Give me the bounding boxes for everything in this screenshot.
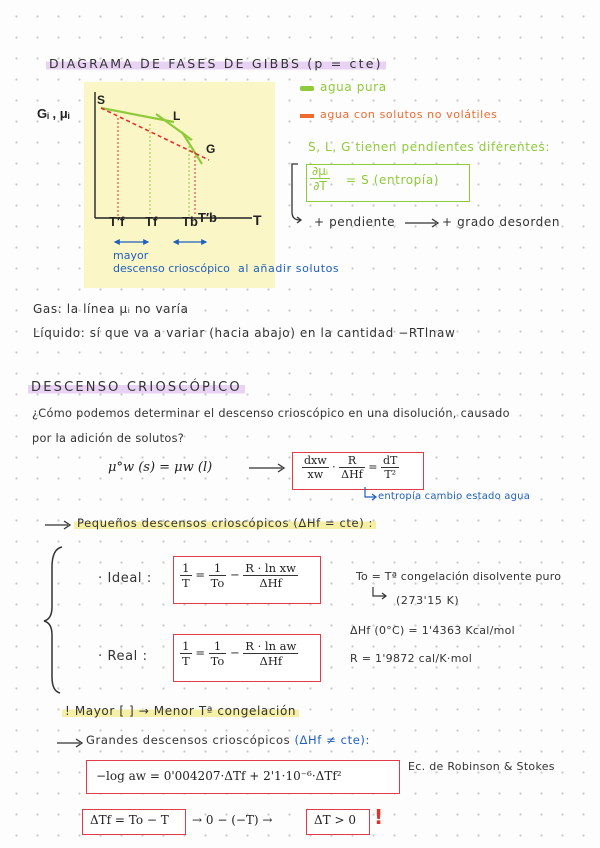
to-value: (273'15 K)	[396, 594, 460, 607]
tick-tb: Tb	[182, 214, 198, 229]
section-title-gibbs: DIAGRAMA DE FASES DE GIBBS (p = cte)	[46, 56, 386, 71]
note-gas: Gas: la línea μᵢ no varía	[33, 302, 189, 316]
exclamation-icon: !	[374, 805, 384, 829]
note-liquid: Líquido: sí que va a variar (hacia abajo) en la cantidad −RTlnaw	[33, 326, 456, 340]
delta-definition: ΔTf = To − T	[90, 813, 169, 827]
section-title-descenso: DESCENSO CRIOSCÓPICO	[28, 380, 245, 395]
arrow-icon	[44, 520, 74, 530]
robinson-label: Ec. de Robinson & Stokes	[408, 760, 555, 773]
range-arrows	[112, 236, 212, 248]
legend-water-solutes: agua con solutos no volátiles	[320, 108, 498, 121]
arrow-icon	[370, 586, 390, 602]
large-desc-heading: Grandes descensos crioscópicos (ΔHf ≠ cte):	[86, 733, 370, 747]
equation-real: $\frac{1}{T}$ = $\frac{1}{To}$ − $\frac{\text{R · ln aw}}{\text{ΔHf}}$	[182, 639, 297, 668]
caption-mayor: mayor	[113, 249, 149, 262]
dhf-value: ΔHf (0°C) = 1'4363 Kcal/mol	[350, 624, 516, 637]
equation-ideal: $\frac{1}{T}$ = $\frac{1}{To}$ − $\frac{\text{R · ln xw}}{\text{ΔHf}}$	[182, 561, 296, 590]
liquid-curve-solutes	[101, 108, 209, 160]
disorder-relation: + grado desorden	[442, 215, 561, 229]
brace-icon	[40, 545, 70, 695]
arrow-icon	[56, 738, 86, 748]
delta-calculation: → 0 − (−T) →	[192, 813, 273, 827]
arrow-icon	[404, 218, 440, 228]
legend-bracket	[286, 162, 306, 226]
arrow-icon	[362, 486, 378, 502]
mu-equation: μ°w (s) = μw (l)	[108, 460, 213, 475]
ideal-label: · Ideal :	[98, 571, 152, 586]
question-line1: ¿Cómo podemos determinar el descenso crioscópico en una disolución, causado	[32, 407, 510, 420]
entropy-note: entropía cambio estado agua	[378, 491, 531, 502]
x-axis-label: T	[253, 212, 262, 228]
warning-line: ! Mayor [ ] → Menor Tª congelación	[62, 704, 299, 718]
curve-label-l: L	[173, 109, 181, 123]
equation-robinson: −log aw = 0'004207·ΔTf + 2'1·10⁻⁶·ΔTf²	[96, 769, 342, 783]
legend-slopes-note: S, L, G tienen pendientes diferentes:	[308, 140, 551, 154]
y-axis-label: Gᵢ , μᵢ	[37, 106, 70, 121]
r-value: R = 1'9872 cal/K·mol	[350, 652, 473, 665]
legend-swatch-green	[300, 86, 314, 91]
slope-relation: + pendiente	[314, 215, 396, 229]
gibbs-diagram	[84, 82, 275, 232]
equation-clausius: $\frac{\text{dxw}}{xw}$ · $\frac{R}{\text{ΔHf}}$ = $\frac{dT}{\text{T²}}$	[304, 454, 398, 481]
tick-tf: Tf	[145, 214, 158, 229]
question-line2: por la adición de solutos?	[32, 432, 185, 445]
tick-tf-prime: T′f	[109, 214, 125, 229]
legend-swatch-orange	[300, 114, 314, 118]
arrow-icon	[248, 463, 288, 473]
caption-solutes: al añadir solutos	[238, 262, 340, 275]
delta-result: ΔT > 0	[314, 813, 356, 827]
entropy-derivative: $\frac{\text{∂μᵢ}}{\partial T}$	[312, 164, 328, 193]
entropy-equation: = S (entropía)	[346, 173, 440, 187]
real-label: · Real :	[98, 649, 148, 664]
to-definition: To = Tª congelación disolvente puro	[356, 570, 562, 583]
caption-descenso: descenso crioscópico	[113, 262, 230, 275]
small-desc-heading: Pequeños descensos crioscópicos (ΔHf = cte) :	[74, 516, 376, 530]
legend-pure-water: agua pura	[320, 80, 387, 94]
curve-label-g: G	[206, 142, 216, 156]
tick-tb-prime: T′b	[198, 210, 217, 225]
curve-label-s: S	[97, 93, 106, 107]
